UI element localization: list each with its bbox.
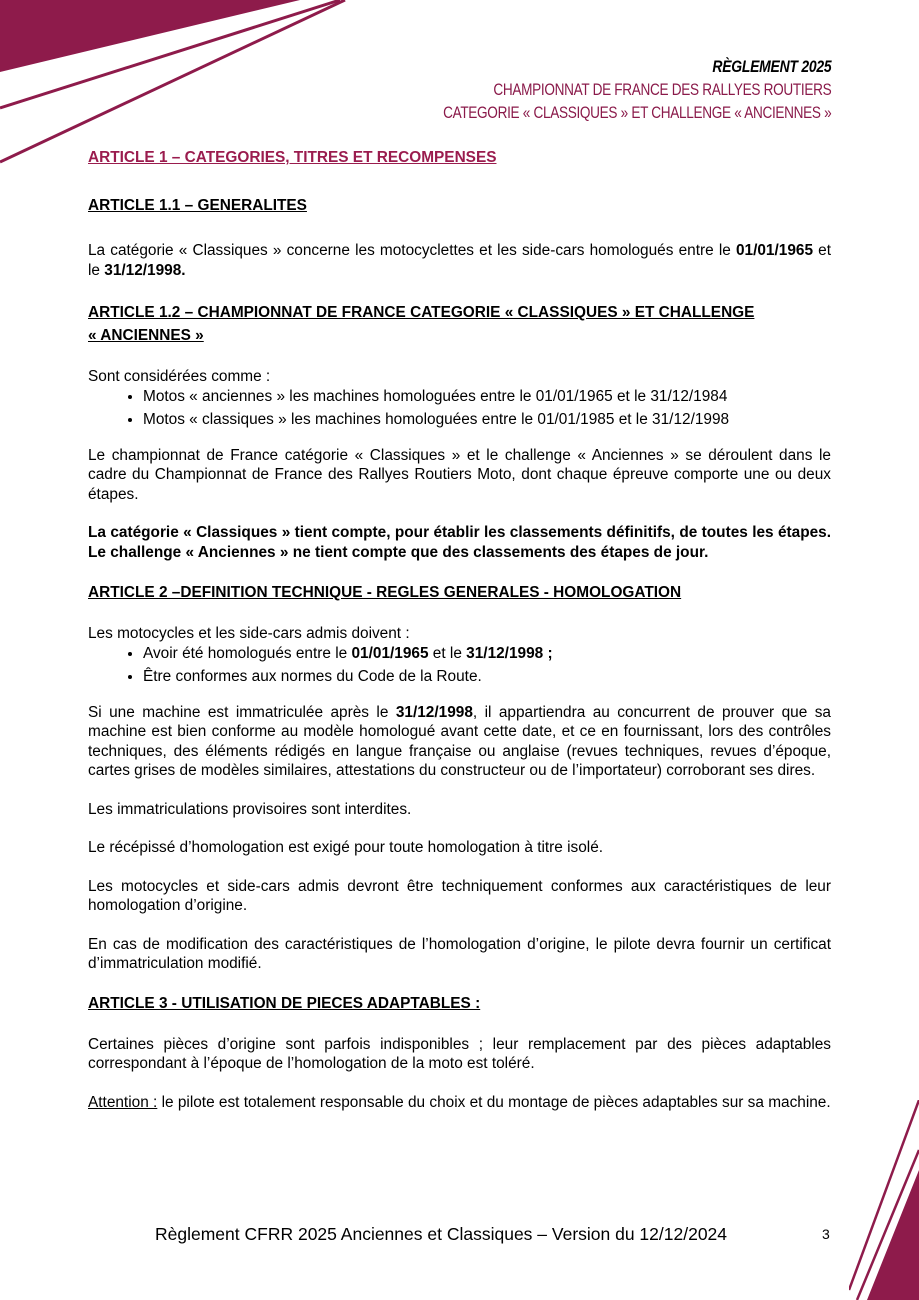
header-subtitle-1: CHAMPIONNAT DE FRANCE DES RALLYES ROUTIERS <box>493 80 831 99</box>
list-item: • Avoir été homologués entre le 01/01/1965 et le 31/12/1998 ; <box>143 644 831 664</box>
article-2-paragraph-5: En cas de modification des caractéristiques de l’homologation d’origine, le pilote devra fournir un certificat d’immatriculation modifié. <box>88 935 831 972</box>
document-header <box>346 56 831 124</box>
article-1-2-bold-paragraph: La catégorie « Classiques » tient compte, pour établir les classements définitifs, de toutes les étapes. Le challenge « Anciennes » ne tient compte que des classements des étapes de jour. <box>88 524 831 561</box>
footer-text: Règlement CFRR 2025 Anciennes et Classiques – Version du 12/12/2024 <box>155 1224 728 1244</box>
list-item: • Motos « anciennes » les machines homologuées entre le 01/01/1965 et le 31/12/1984 <box>143 387 831 407</box>
page-content <box>88 148 831 1112</box>
article-1-2-intro: Sont considérées comme : <box>88 368 271 385</box>
article-1-2-paragraph: Le championnat de France catégorie « Classiques » et le challenge « Anciennes » se déroulent dans le cadre du Championnat de France des Rallyes Routiers Moto, dont chaque épreuve comporte une ou deux étapes. <box>88 446 831 503</box>
article-1-1-paragraph: La catégorie « Classiques » concerne les motocyclettes et les side-cars homologués entre le 01/01/1965 et le 31/12/1998. <box>88 242 831 279</box>
article-2-paragraph-2: Les immatriculations provisoires sont interdites. <box>88 800 412 818</box>
list-item: • Être conformes aux normes du Code de la Route. <box>143 667 831 687</box>
attention-label: Attention : <box>88 1093 158 1111</box>
article-2-paragraph-4: Les motocycles et side-cars admis devront être techniquement conformes aux caractéristiques de leur homologation d’origine. <box>88 877 831 914</box>
article-3-paragraph: Certaines pièces d’origine sont parfois indisponibles ; leur remplacement par des pièces adaptables correspondant à l’époque de l’homologation de la moto est toléré. <box>88 1035 831 1072</box>
article-2-paragraph-3: Le récépissé d’homologation est exigé pour toute homologation à titre isolé. <box>88 839 604 856</box>
article-2-list <box>88 644 831 687</box>
article-2-paragraph-1: Si une machine est immatriculée après le 31/12/1998, il appartiendra au concurrent de prouver que sa machine est bien conforme au modèle homologué avant cette date, et ce en fournissant, lors des contrôles techniques, des éléments rédigés en langue française ou anglaise (revues techniques, revues d’époque, cartes grises de modèles similaires, attestations du constructeur ou de l’importateur) corroborant ses dires. <box>88 703 831 779</box>
header-title: RÈGLEMENT 2025 <box>712 57 831 76</box>
corner-decoration-top-left <box>0 0 360 170</box>
list-item: • Motos « classiques » les machines homologuées entre le 01/01/1985 et le 31/12/1998 <box>143 410 831 430</box>
header-subtitle-2: CATEGORIE « CLASSIQUES » ET CHALLENGE « ANCIENNES » <box>442 103 831 122</box>
article-1-title: ARTICLE 1 – CATEGORIES, TITRES ET RECOMPENSES <box>88 149 497 166</box>
article-3-title: ARTICLE 3 - UTILISATION DE PIECES ADAPTABLES : <box>88 994 481 1012</box>
article-2-title: ARTICLE 2 –DEFINITION TECHNIQUE - REGLES GENERALES - HOMOLOGATION <box>88 584 682 601</box>
article-3-attention: Attention : le pilote est totalement responsable du choix et du montage de pièces adaptables sur sa machine. <box>88 1093 831 1111</box>
article-1-1-title: ARTICLE 1.1 – GENERALITES <box>88 197 307 214</box>
corner-decoration-bottom-right <box>849 1100 919 1300</box>
article-1-2-list <box>88 387 831 430</box>
article-2-intro: Les motocycles et les side-cars admis doivent : <box>88 625 410 642</box>
page-number: 3 <box>822 1226 830 1242</box>
article-1-2-title: ARTICLE 1.2 – CHAMPIONNAT DE FRANCE CATEGORIE « CLASSIQUES » ET CHALLENGE « ANCIENNES » <box>88 304 755 344</box>
